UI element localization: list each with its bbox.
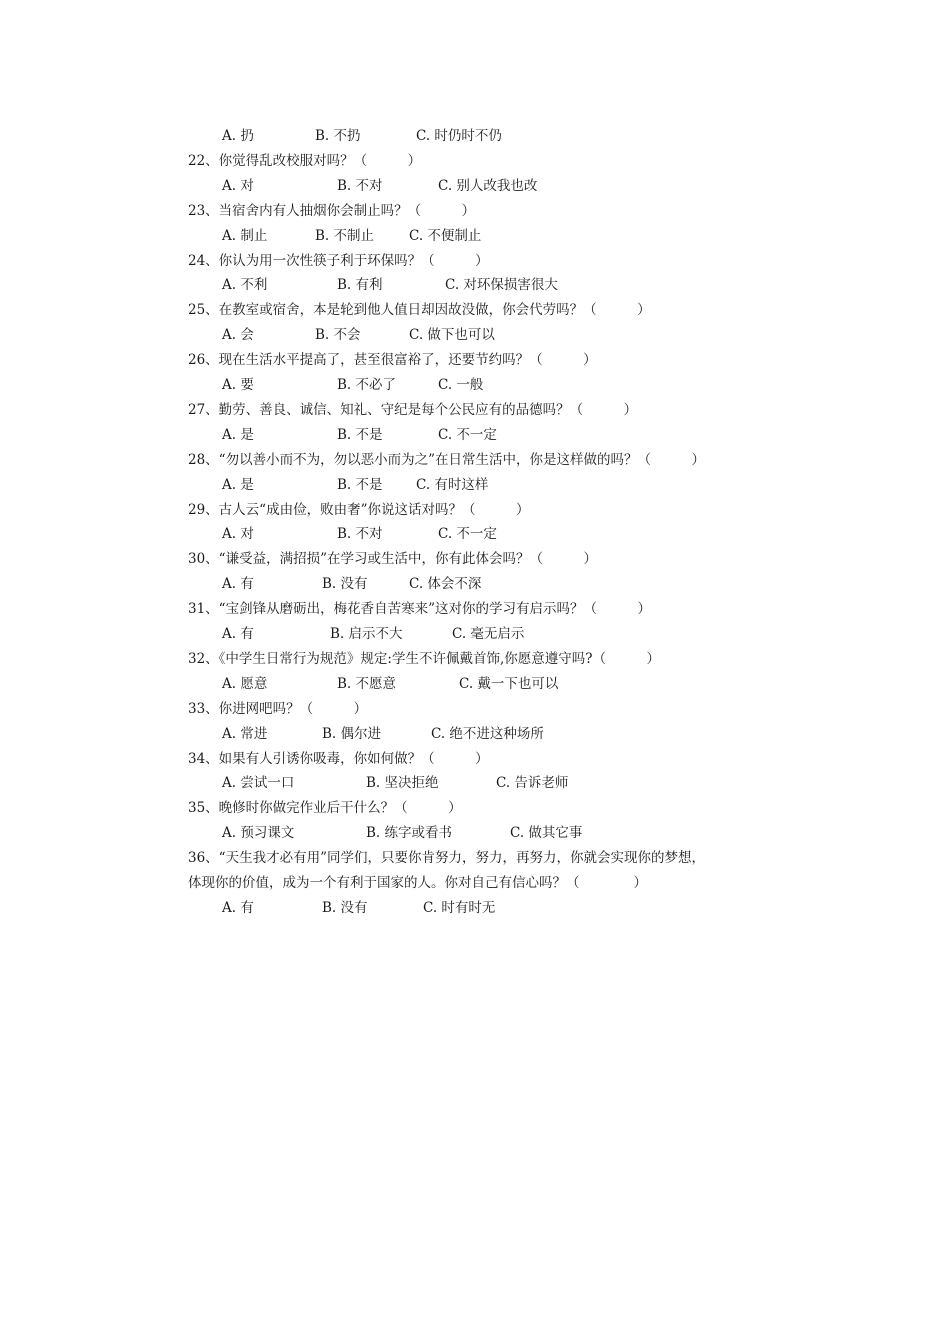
question-text: 26、现在生活水平提高了，甚至很富裕了，还要节约吗？（ ） [188, 352, 597, 369]
answer-option: B. 不必了 [337, 377, 397, 393]
question-text: 31、“宝剑锋从磨砺出，梅花香自苦寒来”这对你的学习有启示吗？（ ） [188, 601, 651, 618]
answer-option: B. 没有 [322, 899, 368, 916]
answer-option: C. 不一定 [438, 526, 497, 543]
answer-option: B. 偶尔进 [322, 725, 382, 742]
answer-option: B. 不对 [337, 526, 383, 543]
answer-option: C. 不便制止 [409, 227, 482, 244]
answer-option: A. 要 [222, 377, 254, 393]
answer-option: A. 会 [222, 327, 254, 344]
question-text: 27、勤劳、善良、诚信、知礼、守纪是每个公民应有的品德吗？（ ） [188, 401, 638, 418]
answer-option: B. 不对 [337, 177, 383, 194]
question-text: 22、你觉得乱改校服对吗？（ ） [188, 152, 422, 169]
question-text: 32、《中学生日常行为规范》规定:学生不许佩戴首饰,你愿意遵守吗?（ ） [188, 650, 661, 667]
answer-option: B. 不是 [337, 476, 383, 493]
answer-option: B. 练字或看书 [366, 825, 453, 842]
question-text: 33、你进网吧吗？（ ） [188, 700, 368, 717]
answer-option: A. 对 [222, 526, 254, 543]
question-text: 30、“谦受益，满招损”在学习或生活中，你有此体会吗？（ ） [188, 551, 597, 568]
answer-option: A. 是 [222, 426, 254, 443]
answer-option: B. 不会 [315, 327, 361, 344]
answer-option: A. 不利 [222, 277, 268, 294]
answer-option: C. 时有时无 [423, 899, 496, 916]
answer-option: A. 是 [222, 476, 254, 493]
answer-option: C. 有时这样 [416, 476, 489, 493]
answer-option: A. 有 [222, 626, 254, 642]
answer-option: C. 告诉老师 [496, 775, 569, 792]
question-text: 36、“天生我才必有用”同学们，只要你肯努力，努力，再努力，你就会实现你的梦想， [188, 850, 705, 867]
answer-option: A. 制止 [222, 227, 268, 244]
answer-option: B. 不愿意 [337, 675, 397, 692]
answer-option: B. 不制止 [315, 227, 375, 244]
answer-option: B. 有利 [337, 277, 383, 294]
question-text: 29、古人云“成由俭，败由奢”你说这话对吗？（ ） [188, 501, 530, 518]
answer-option: C. 别人改我也改 [438, 177, 538, 194]
answer-option: B. 不是 [337, 426, 383, 443]
answer-option: A. 愿意 [222, 675, 268, 692]
answer-option: B. 没有 [322, 576, 368, 593]
answer-option: C. 体会不深 [409, 576, 482, 593]
question-text: 25、在教室或宿舍，本是轮到他人值日却因故没做，你会代劳吗？（ ） [188, 302, 651, 319]
answer-option: A. 对 [222, 177, 254, 194]
answer-option: B. 启示不大 [330, 626, 403, 642]
answer-option: A. 有 [222, 576, 254, 593]
answer-option: C. 不一定 [438, 426, 497, 443]
answer-option: B. 坚决拒绝 [366, 775, 439, 792]
question-text: 35、晚修时你做完作业后干什么？（ ） [188, 800, 462, 817]
question-text: 23、当宿舍内有人抽烟你会制止吗？（ ） [188, 202, 476, 219]
answer-option: C. 一般 [438, 377, 484, 393]
answer-option: C. 做其它事 [510, 825, 583, 842]
answer-option: A. 扔 [222, 128, 254, 144]
question-text: 24、你认为用一次性筷子利于环保吗？（ ） [188, 252, 489, 269]
question-text: 28、“勿以善小而不为，勿以恶小而为之”在日常生活中，你是这样做的吗？（ ） [188, 451, 705, 468]
answer-option: C. 时仍时不仍 [416, 128, 502, 144]
answer-option: A. 尝试一口 [222, 775, 295, 792]
answer-option: C. 绝不进这种场所 [431, 725, 544, 742]
question-text: 34、如果有人引诱你吸毒，你如何做？（ ） [188, 750, 489, 767]
answer-option: C. 对环保损害很大 [445, 277, 558, 294]
answer-option: A. 预习课文 [222, 825, 295, 842]
answer-option: C. 戴一下也可以 [459, 675, 559, 692]
answer-option: B. 不扔 [315, 128, 361, 144]
question-text: 体现你的价值，成为一个有利于国家的人。你对自己有信心吗？（ ） [188, 875, 647, 891]
answer-option: A. 有 [222, 899, 254, 916]
answer-option: C. 毫无启示 [452, 626, 525, 642]
answer-option: C. 做下也可以 [409, 327, 495, 344]
answer-option: A. 常进 [222, 725, 268, 742]
